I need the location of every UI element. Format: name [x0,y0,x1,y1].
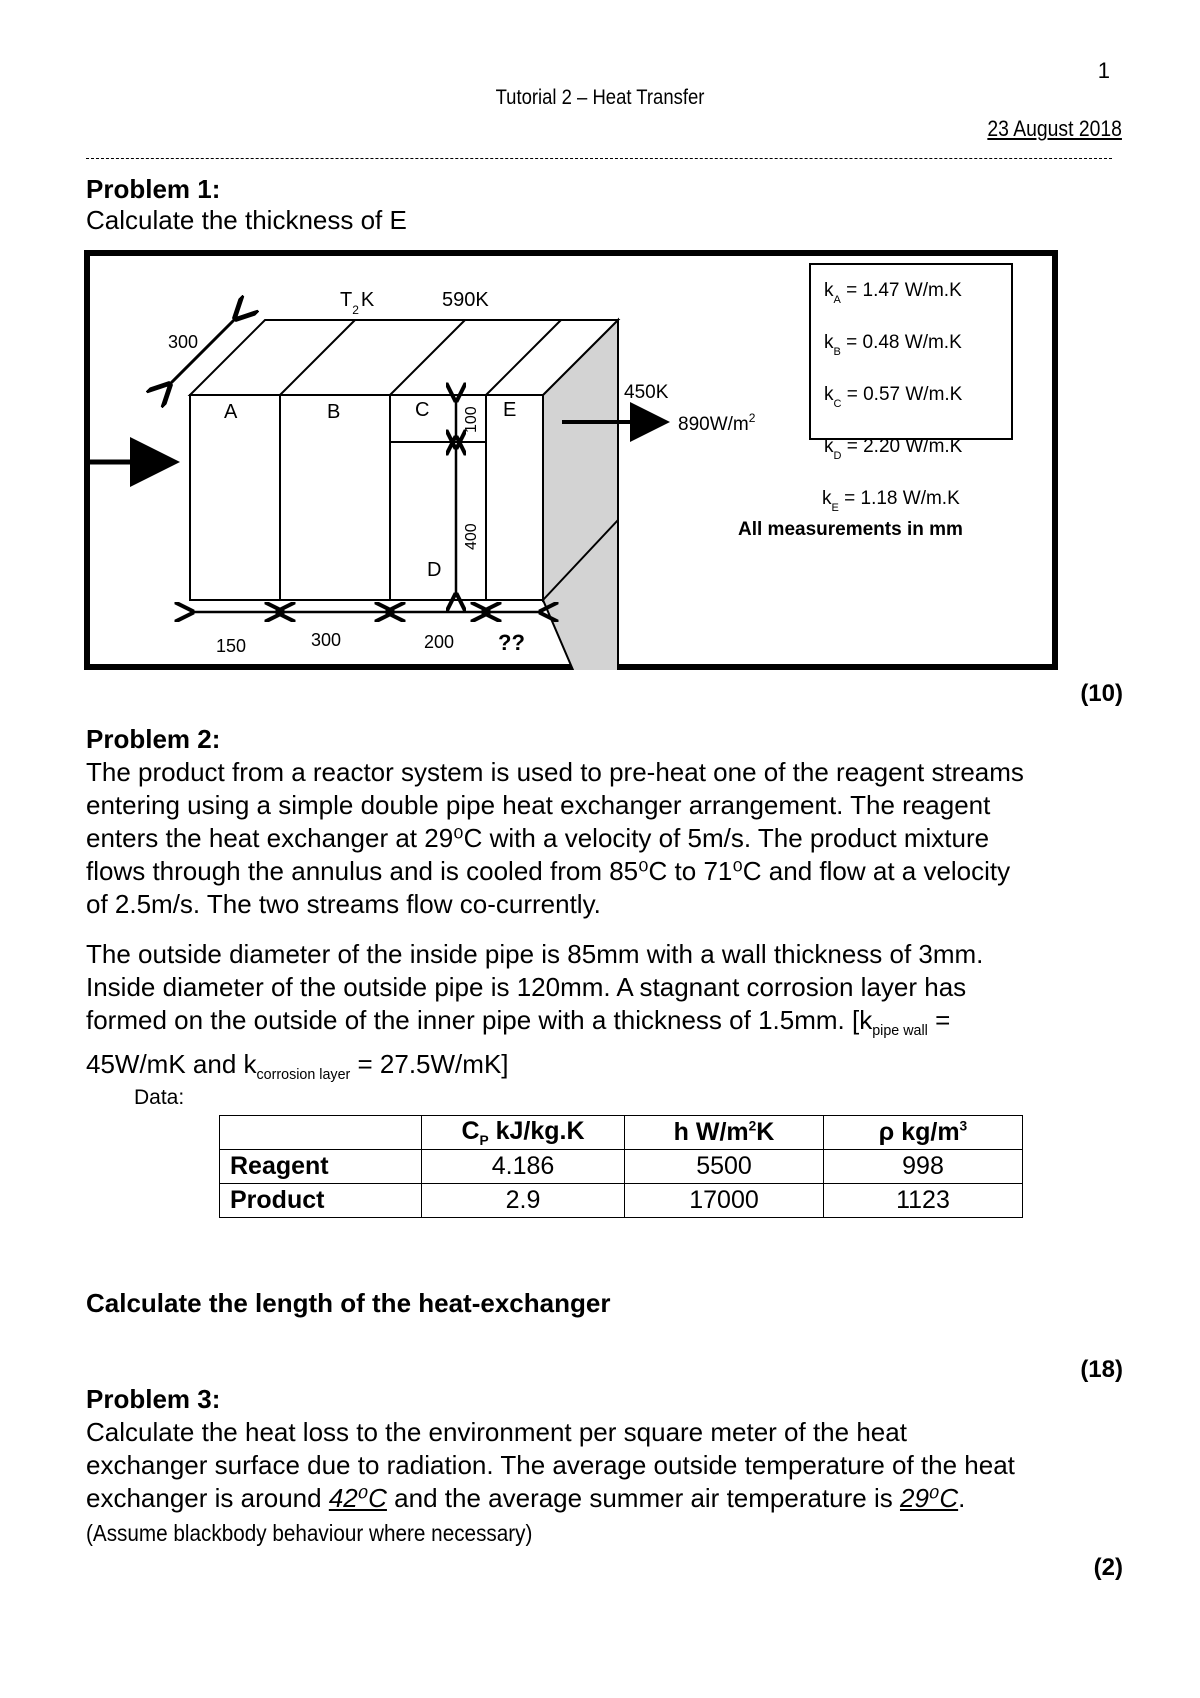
table-header-cp: $C_P$ kJ/kg.K [422,1116,625,1150]
document-title: Tutorial 2 – Heat Transfer [495,86,705,109]
wall-top-face [190,320,618,395]
row-name: Reagent [220,1150,422,1184]
problem1-marks: (10) [1080,680,1123,707]
table-row [220,1150,1023,1184]
layer-label-d: D [427,559,442,581]
problem2-p2-line: formed on the outside of the inner pipe with a thickness of 1.5mm. [86,1005,845,1035]
problem2-p1-line: entering using a simple double pipe heat exchanger arrangement. The reagent [86,790,991,820]
conductivity-a: $k_A = 1.47$ W/m.K [824,280,962,306]
problem3-note: (Assume blackbody behaviour where necessary) [86,1520,533,1546]
air-temperature: 29⁰C [899,1483,959,1513]
problem2-marks: (18) [1080,1356,1123,1383]
temperature-590k: 590K [442,289,489,311]
problem3-marks: (2) [1093,1554,1123,1581]
width-label-a: 150 [216,636,247,656]
problem3-line: Calculate the heat loss to the environment per square meter of the heat [86,1417,907,1447]
cell-h: 17000 [625,1184,824,1218]
problem2-p2-line: The outside diameter of the inside pipe is 85mm with a wall thickness of 3mm. [86,939,984,969]
table-header-rho: ρ $kg/m^3$ [824,1116,1023,1150]
conductivity-d: $k_D = 2.20$ W/m.K [824,436,963,462]
problem2-p2-line: Inside diameter of the outside pipe is 120mm. A stagnant corrosion layer has [86,972,967,1002]
cell-h: 5500 [625,1150,824,1184]
problem3-text: Calculate the heat loss to the environment per square meter of the heat exchanger surface due to radiation. The average outside temperature of the heat exchanger is around 42⁰C and the average summer air temperature is 29⁰C. [86,1416,1166,1515]
problem3-line: and the average summer air temperature is [386,1483,900,1513]
k-values-line: 45W/mK and k [86,1049,257,1080]
k-pipe-subscript: pipe wall [872,1023,928,1040]
problem1-text: Calculate the thickness of E [86,205,407,235]
table-header-h: h $W/m^2K$ [625,1116,824,1150]
cell-rho: 998 [824,1150,1023,1184]
conductivity-e: $k_E = 1.18$ W/m.K [822,488,960,514]
height-d-label: 400 [463,523,480,550]
measurement-note: All measurements in mm [738,519,963,540]
problem2-paragraph2 [86,938,1146,1092]
problem2-task: Calculate the length of the heat-exchanger [86,1288,611,1318]
problem3-heading: Problem 3: [86,1384,221,1414]
conductivity-c: $k_C = 0.57$ W/m.K [824,384,963,410]
problem1-heading: Problem 1: [86,174,221,204]
cell-cp: 4.186 [422,1150,625,1184]
problem2-p1-line: The product from a reactor system is used to pre-heat one of the reagent streams [86,757,1024,787]
cell-rho: 1123 [824,1184,1023,1218]
k-corrosion-subscript: corrosion layer [256,1067,351,1084]
temperature-450k: 450K [624,382,669,403]
layer-label-e: E [503,399,517,421]
document-date: 23 August 2018 [987,116,1122,141]
k-pipe-symbol: [k [844,1005,873,1035]
t2-label: $T_2$ K [340,289,375,317]
table-header-row [220,1116,1023,1150]
conductivity-b: $k_B = 0.48$ W/m.K [824,332,962,358]
page-number: 1 [1097,58,1110,83]
problem3-line: exchanger is around [86,1483,329,1513]
row-name: Product [220,1184,422,1218]
wall-front-face [190,395,543,600]
properties-table [219,1115,1023,1218]
layer-label-a: A [224,401,238,423]
problem2-heading: Problem 2: [86,724,221,754]
table-row [220,1184,1023,1218]
heat-flux-label: $890W/m^2$ [678,411,756,435]
layer-label-c: C [415,399,430,421]
cell-cp: 2.9 [422,1184,625,1218]
layer-label-b: B [327,401,341,423]
k-corrosion-value: = 27.5W/mK] [350,1049,509,1080]
width-label-c: 200 [424,632,455,652]
problem2-paragraph1 [86,756,1146,921]
depth-label: 300 [168,332,199,352]
k-pipe-equals: = [927,1005,951,1035]
problem3-line: exchanger surface due to radiation. The average outside temperature of the heat [86,1450,1015,1480]
table-header-empty [220,1116,422,1150]
header-divider [86,158,1112,159]
problem2-p1-line: flows through the annulus and is cooled from 85⁰C to 71⁰C and flow at a velocity [86,856,1011,886]
data-label: Data: [134,1086,185,1109]
problem2-p1-line: of 2.5m/s. The two streams flow co-currently. [86,889,601,919]
surface-temperature: 42⁰C [328,1483,387,1513]
height-c-label: 100 [463,406,480,433]
width-label-b: 300 [311,630,342,650]
problem2-p1-line: enters the heat exchanger at 29⁰C with a velocity of 5m/s. The product mixture [86,823,990,853]
composite-wall-figure [84,250,1058,670]
width-label-e: ?? [498,630,525,655]
